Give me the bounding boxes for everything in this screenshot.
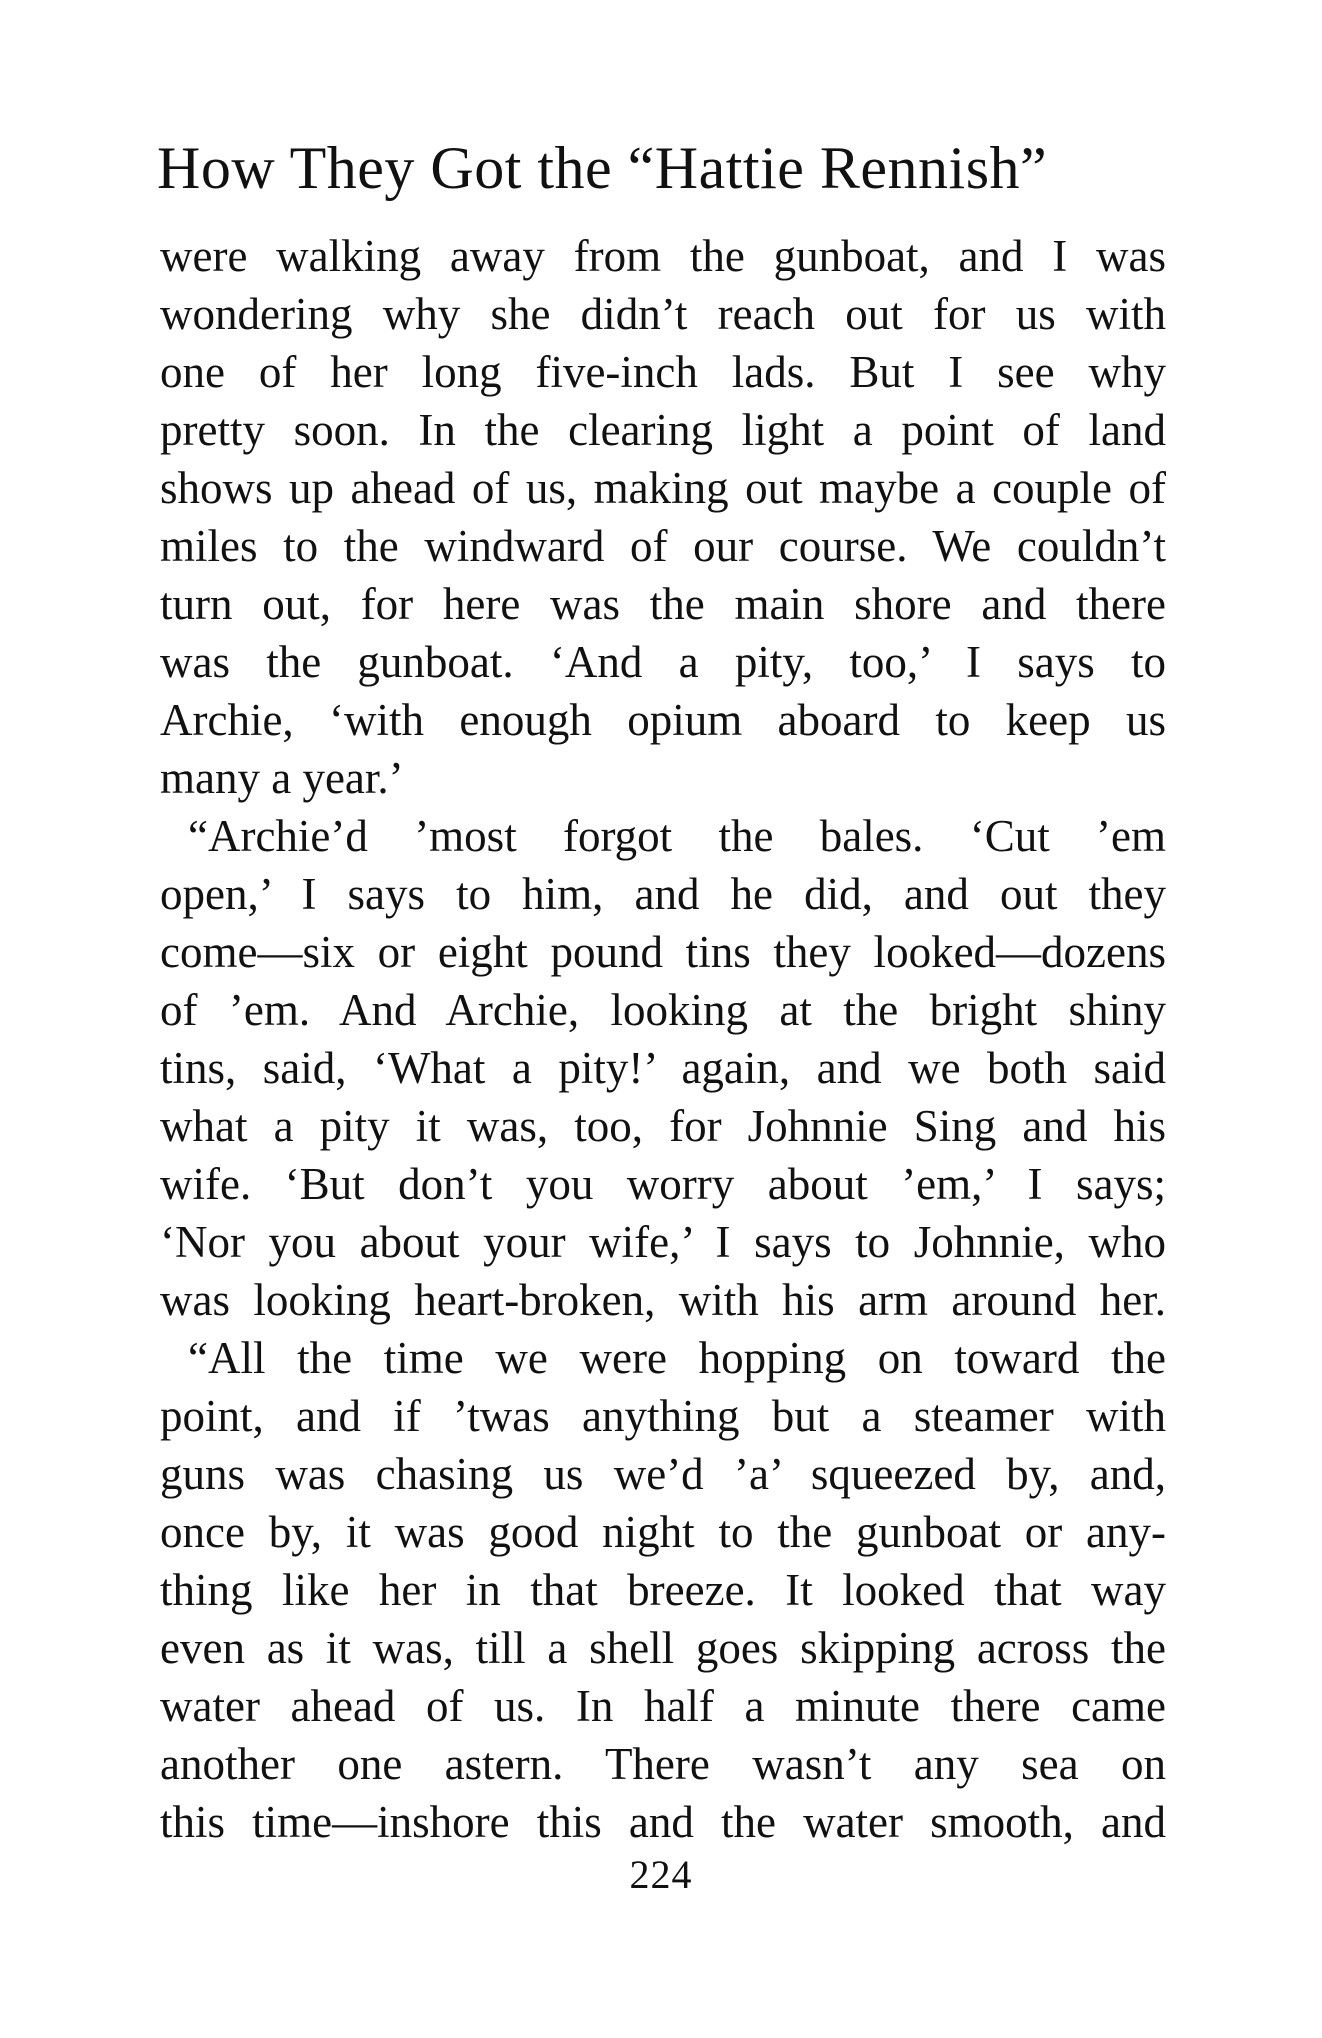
text-line: this time—inshore this and the water smooth, and [160, 1797, 1166, 1847]
text-line: point, and if ’twas anything but a steamer with [160, 1391, 1166, 1441]
text-line: tins, said, ‘What a pity!’ again, and we both said [160, 1043, 1166, 1093]
text-line: come—six or eight pound tins they looked—dozens [160, 927, 1166, 977]
text-line: were walking away from the gunboat, and I was [160, 231, 1166, 281]
page-number: 224 [629, 1852, 693, 1897]
text-line: wondering why she didn’t reach out for us with [160, 289, 1166, 339]
body-text [160, 227, 1166, 1851]
text-line: one of her long five-inch lads. But I see why [160, 347, 1166, 397]
text-line: of ’em. And Archie, looking at the bright shiny [160, 985, 1166, 1035]
text-line: many a year.’ [160, 753, 404, 803]
text-line: once by, it was good night to the gunboat or any- [160, 1507, 1166, 1557]
text-line: “Archie’d ’most forgot the bales. ‘Cut ’em [188, 811, 1166, 861]
text-line: thing like her in that breeze. It looked that way [160, 1565, 1166, 1615]
text-line: Archie, ‘with enough opium aboard to keep us [160, 695, 1166, 745]
text-line: wife. ‘But don’t you worry about ’em,’ I says; [160, 1159, 1166, 1209]
text-line: open,’ I says to him, and he did, and out they [160, 869, 1166, 919]
running-head: How They Got the “Hattie Rennish” [157, 135, 1048, 201]
text-line: what a pity it was, too, for Johnnie Sing and his [160, 1101, 1166, 1151]
text-line: miles to the windward of our course. We couldn’t [160, 521, 1166, 571]
text-line: ‘Nor you about your wife,’ I says to Johnnie, who [160, 1217, 1166, 1267]
text-line: shows up ahead of us, making out maybe a couple of [160, 463, 1166, 513]
text-line: turn out, for here was the main shore and there [160, 579, 1166, 629]
text-line: another one astern. There wasn’t any sea on [160, 1739, 1166, 1789]
text-line: guns was chasing us we’d ’a’ squeezed by, and, [160, 1449, 1166, 1499]
text-line: even as it was, till a shell goes skipping across the [160, 1623, 1166, 1673]
text-line: was the gunboat. ‘And a pity, too,’ I says to [160, 637, 1166, 687]
text-line: was looking heart-broken, with his arm around her. [160, 1275, 1166, 1325]
text-line: pretty soon. In the clearing light a point of land [160, 405, 1166, 455]
text-line: “All the time we were hopping on toward the [188, 1333, 1166, 1383]
text-line: water ahead of us. In half a minute there came [160, 1681, 1166, 1731]
